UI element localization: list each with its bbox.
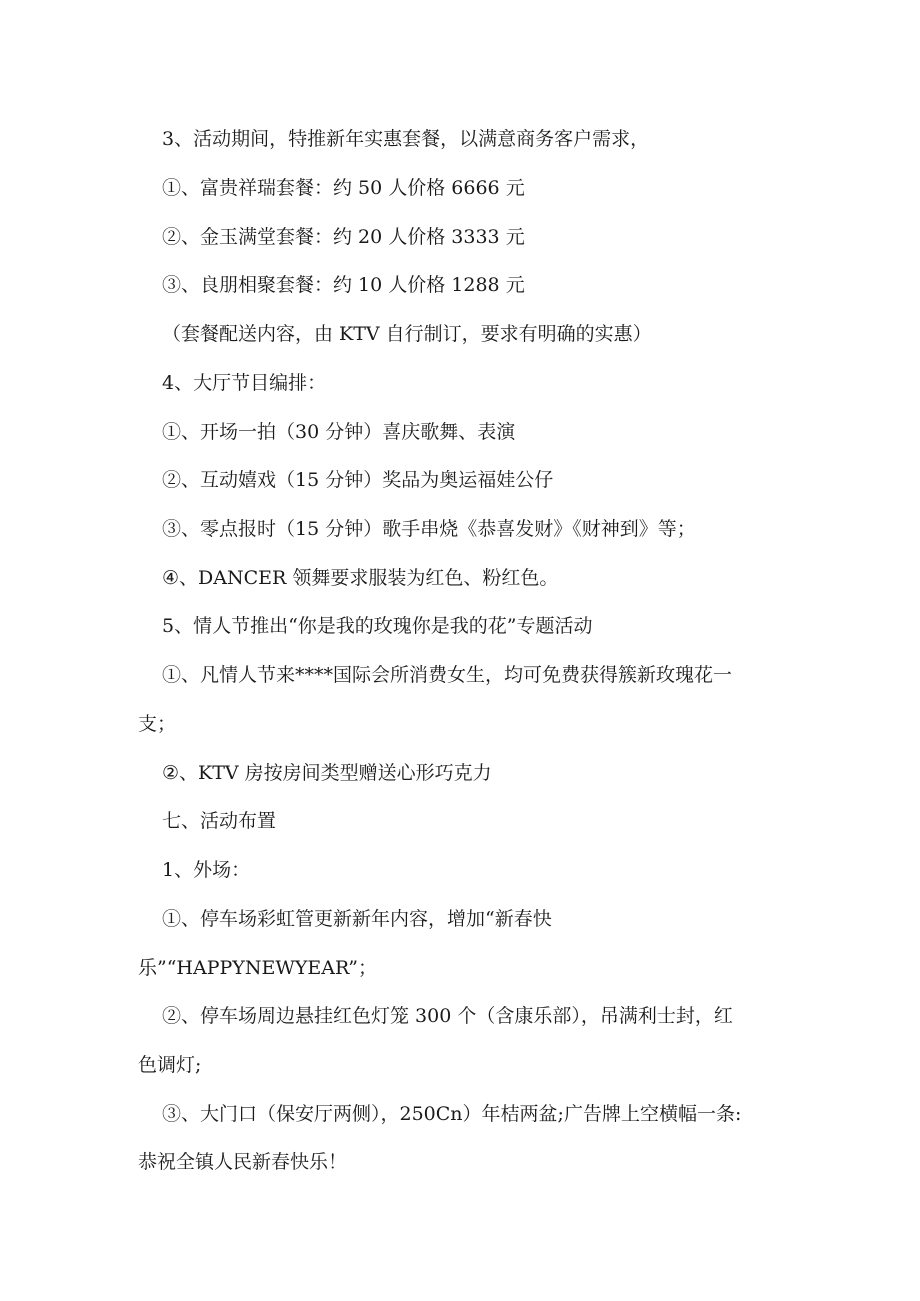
paragraph-line: 4、大厅节目编排： [162, 372, 327, 394]
paragraph-line: ③、良朋相聚套餐：约 10 人价格 1288 元 [162, 274, 525, 296]
paragraph-line: ③、零点报时（15 分钟）歌手串烧《恭喜发财》《财神到》等； [162, 518, 696, 540]
subsection-heading: 1、外场： [162, 859, 251, 881]
paragraph-line: ②、金玉满堂套餐：约 20 人价格 3333 元 [162, 226, 525, 248]
paragraph-line: 色调灯; [138, 1054, 202, 1076]
paragraph-line: ②、KTV 房按房间类型赠送心形巧克力 [162, 762, 492, 784]
paragraph-line: 恭祝全镇人民新春快乐！ [138, 1151, 348, 1173]
paragraph-line: ①、富贵祥瑞套餐：约 50 人价格 6666 元 [162, 177, 525, 199]
paragraph-line: ②、停车场周边悬挂红色灯笼 300 个（含康乐部），吊满利士封，红 [162, 1005, 733, 1027]
paragraph-line: ②、互动嬉戏（15 分钟）奖品为奥运福娃公仔 [162, 469, 554, 491]
paragraph-line: ①、凡情人节来****国际会所消费女生，均可免费获得簇新玫瑰花一 [162, 664, 733, 686]
paragraph-line: ③、大门口（保安厅两侧），250Cn）年桔两盆;广告牌上空横幅一条: [162, 1103, 742, 1125]
paragraph-line: ①、开场一拍（30 分钟）喜庆歌舞、表演 [162, 421, 516, 443]
paragraph-line: （套餐配送内容，由 KTV 自行制订，要求有明确的实惠） [162, 323, 652, 345]
paragraph-line: 支； [138, 713, 177, 735]
paragraph-line: ①、停车场彩虹管更新新年内容，增加“新春快 [162, 908, 552, 930]
paragraph-line: 3、活动期间，特推新年实惠套餐，以满意商务客户需求， [162, 128, 650, 150]
paragraph-line: 乐”“HAPPYNEWYEAR”； [138, 957, 377, 979]
paragraph-line: 5、情人节推出“你是我的玫瑰你是我的花”专题活动 [162, 615, 593, 637]
section-heading: 七、活动布置 [162, 810, 277, 832]
paragraph-line: ④、DANCER 领舞要求服装为红色、粉红色。 [162, 567, 559, 589]
